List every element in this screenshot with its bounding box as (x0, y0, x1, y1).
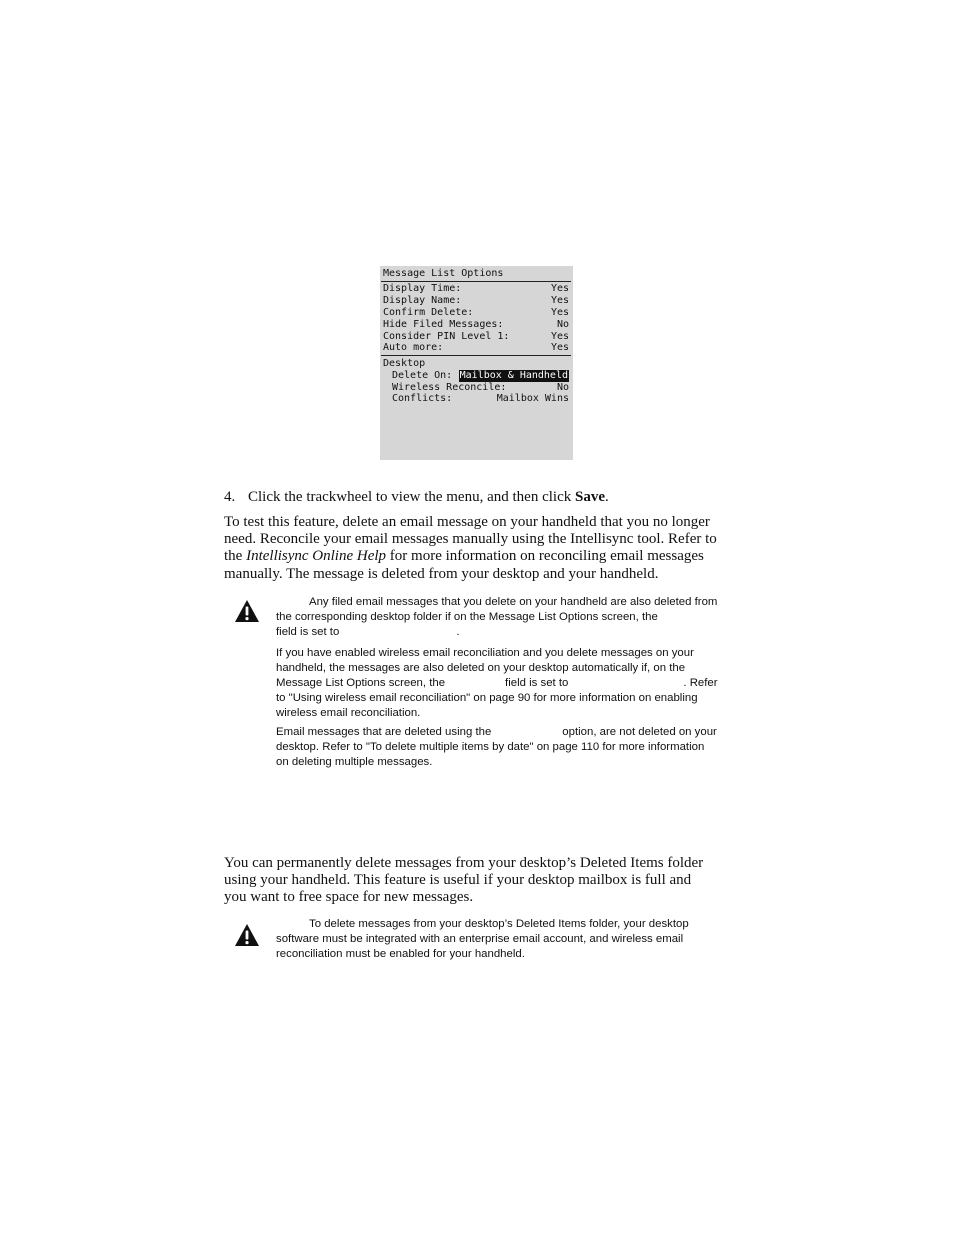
option-value[interactable]: No (556, 382, 569, 393)
section-divider (381, 355, 571, 356)
test-feature-paragraph: To test this feature, delete an email message on your handheld that you no longer need. Reconcile your email messages manually using the Intellisync tool. Refer to the Intellisync Online Help for more information on reconciling email messages manually. The message is deleted from your desktop and your handheld. (224, 514, 717, 582)
option-label: Auto more: (383, 342, 444, 353)
screen-title: Message List Options (383, 268, 504, 279)
option-conflicts[interactable] (383, 393, 569, 405)
option-label: Consider PIN Level 1: (383, 331, 510, 342)
option-label: Delete On: (392, 370, 453, 381)
option-value[interactable]: Mailbox Wins (496, 393, 569, 404)
option-delete-on[interactable] (383, 370, 569, 382)
option-label: Wireless Reconcile: (392, 382, 507, 393)
step-text: Click the trackwheel to view the menu, and then click Save. (248, 489, 609, 505)
option-value[interactable]: Yes (550, 283, 569, 294)
option-value[interactable]: Yes (550, 342, 569, 353)
option-label: Display Name: (383, 295, 462, 306)
warning-icon (234, 599, 260, 623)
save-term: Save (574, 489, 605, 505)
option-auto-more[interactable] (383, 342, 569, 354)
warning-icon (234, 923, 260, 947)
option-label: Display Time: (383, 283, 462, 294)
option-label: Confirm Delete: (383, 307, 474, 318)
option-value-selected[interactable]: Mailbox & Handheld (459, 370, 568, 381)
title-divider (381, 281, 571, 282)
option-value[interactable]: Yes (550, 295, 569, 306)
help-reference: Intellisync Online Help (246, 548, 387, 565)
option-display-name[interactable] (383, 295, 569, 307)
step-number: 4. (224, 489, 236, 505)
option-value[interactable]: Yes (550, 307, 569, 318)
warning-note-filed-messages: Any filed email messages that you delete on your handheld are also deleted from the corresponding desktop folder if on the Message List Options screen, the field is set to . If you have enabled wireless email reconciliation and you delete messages on your handheld, the messages are also deleted on your desktop automatically if, on the Message List Options screen, the field is set to . Refer to "Using wireless email reconciliation" on page 90 for more information on enabling wireless email reconciliation. Email messages that are deleted using the option, are not deleted on your desktop. Refer to "To delete multiple items by date" on page 110 for more information on deleting multiple messages. (276, 596, 718, 768)
option-value[interactable]: No (556, 319, 569, 330)
option-label: Conflicts: (392, 393, 453, 404)
warning-note-deleted-items: To delete messages from your desktop’s Deleted Items folder, your desktop software must be integrated with an enterprise email account, and wireless email reconciliation must be enabled for your handheld. (276, 918, 689, 960)
section-desktop: Desktop (383, 358, 426, 369)
option-confirm-delete[interactable] (383, 307, 569, 319)
option-value[interactable]: Yes (550, 331, 569, 342)
option-hide-filed-messages[interactable] (383, 319, 569, 331)
message-list-options-screen (380, 266, 573, 460)
option-label: Hide Filed Messages: (383, 319, 504, 330)
option-display-time[interactable] (383, 283, 569, 295)
deleted-items-paragraph: You can permanently delete messages from your desktop’s Deleted Items folder using your handheld. This feature is useful if your desktop mailbox is full and you want to free space for new messages. (224, 855, 704, 906)
